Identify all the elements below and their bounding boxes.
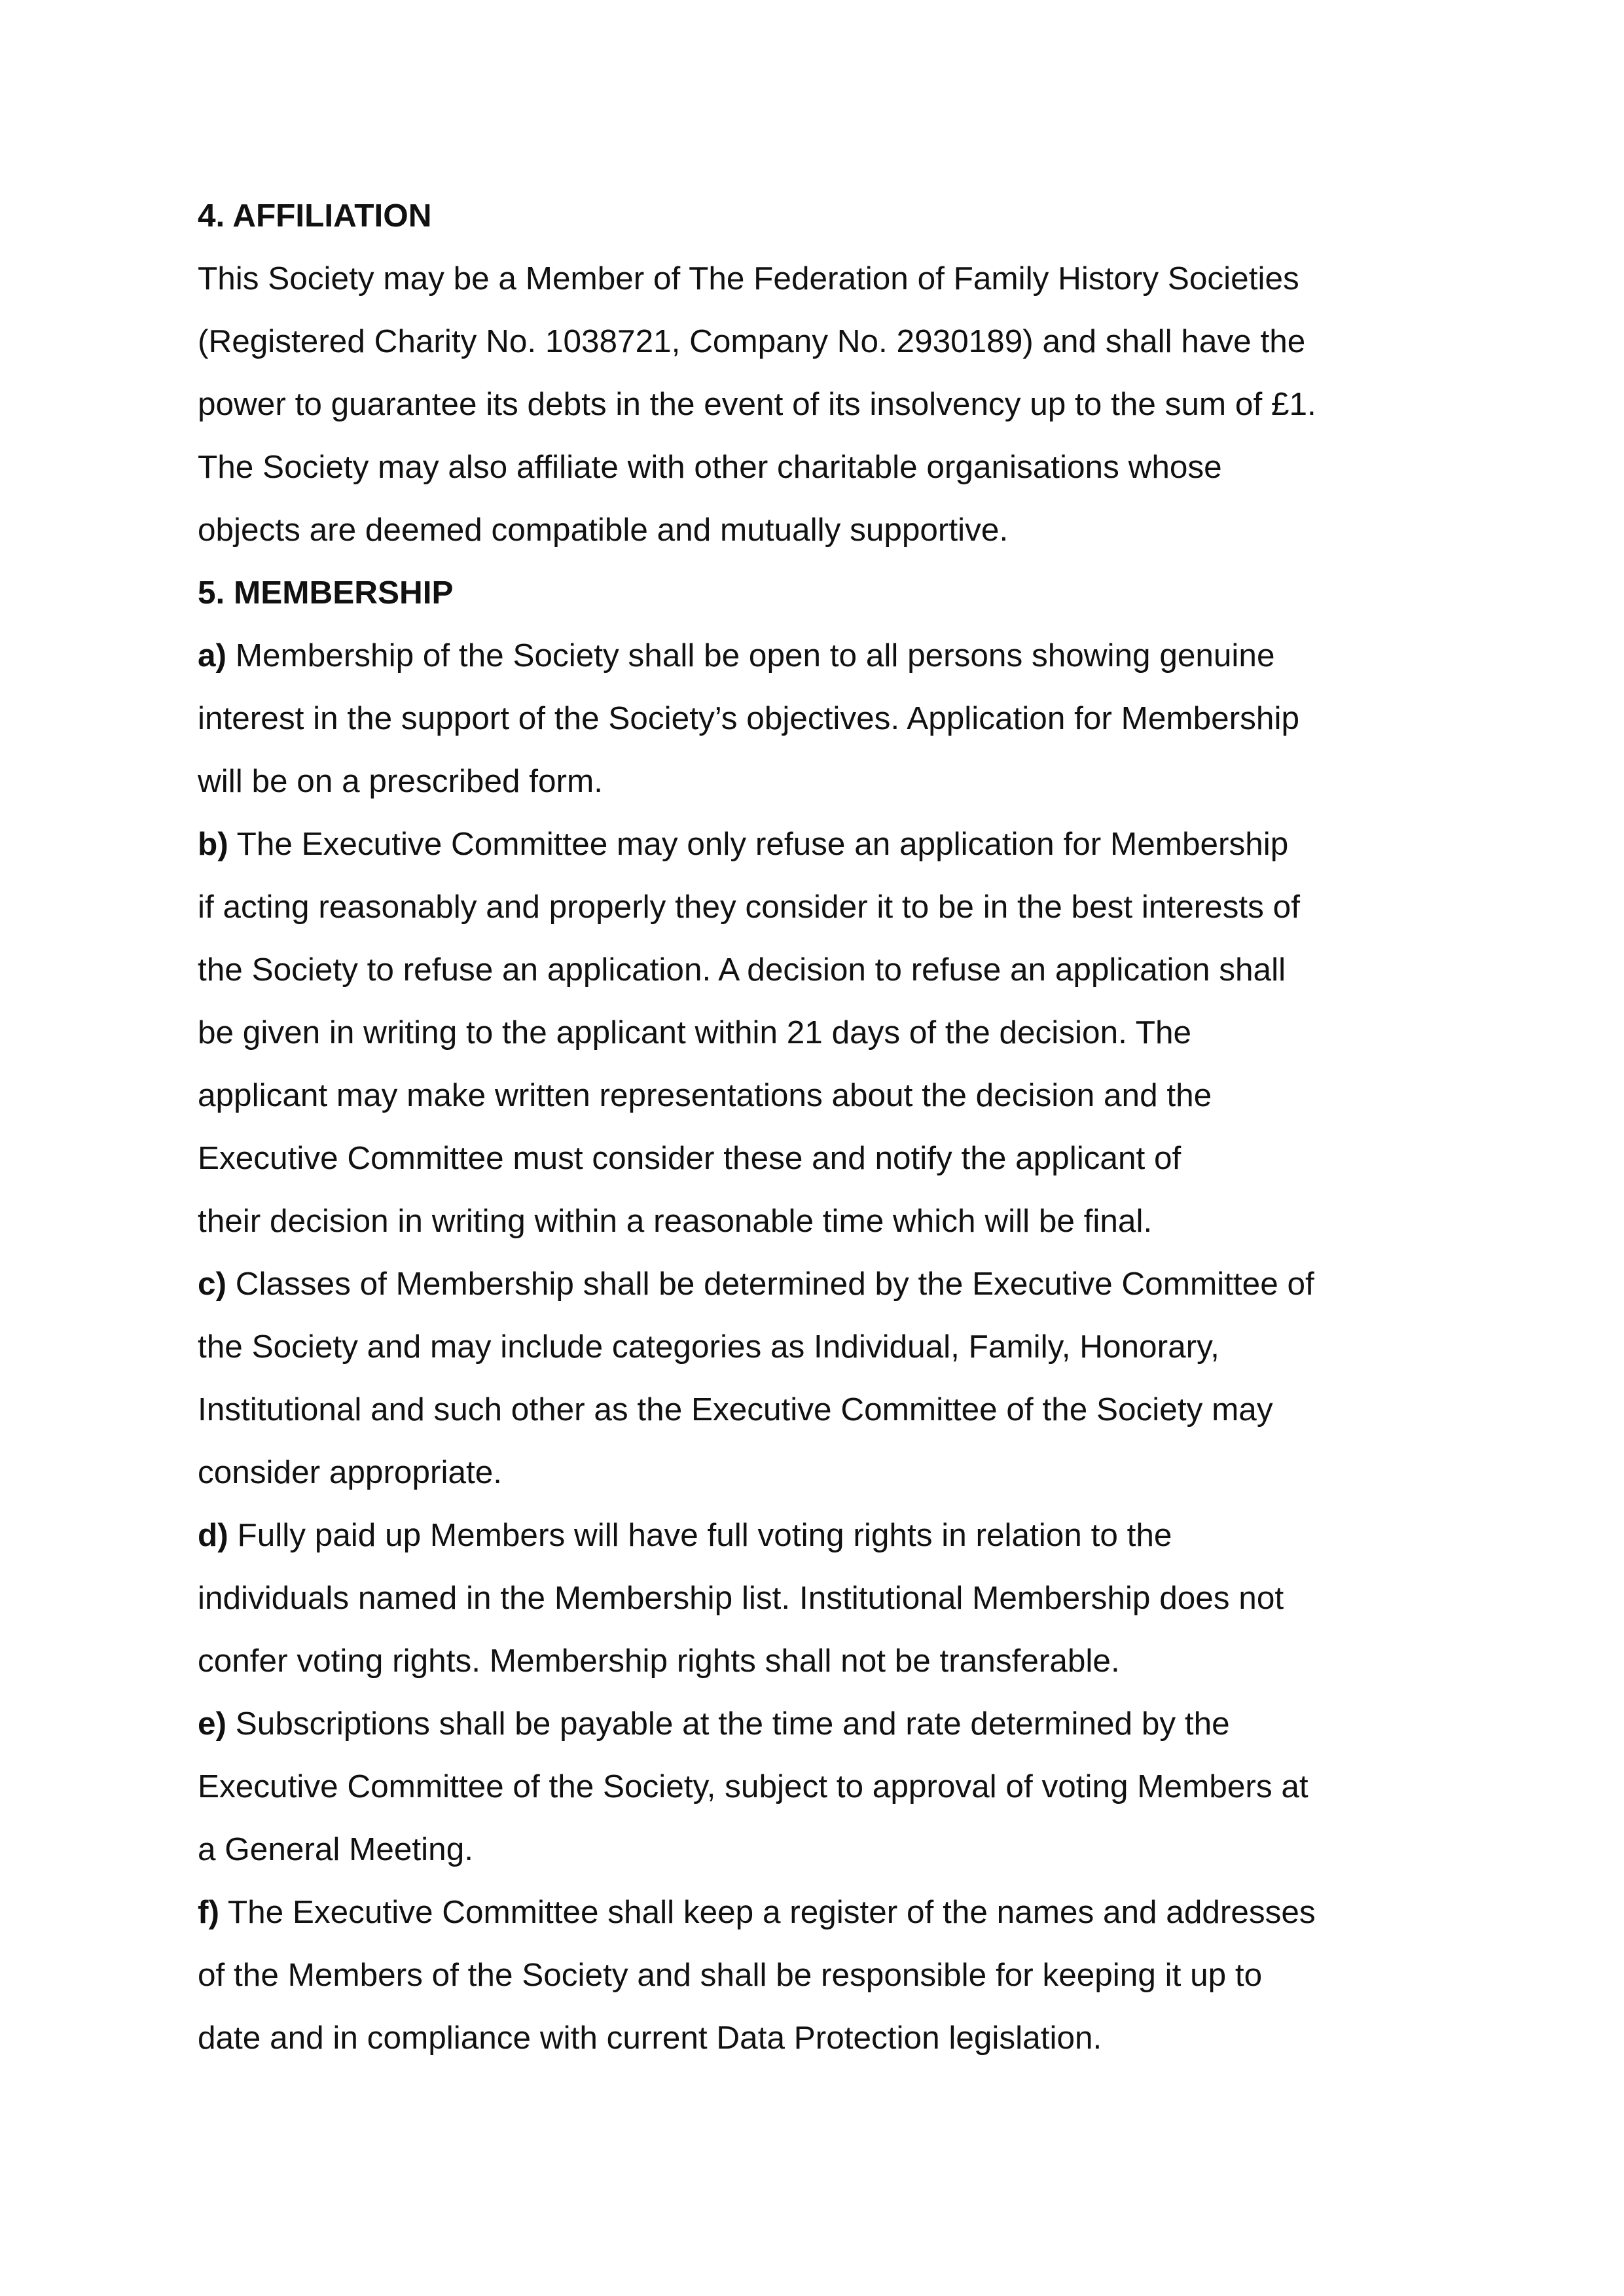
- text-line: interest in the support of the Society’s objectives. Application for Membership: [198, 700, 1299, 736]
- text-line: confer voting rights. Membership rights shall not be transferable.: [198, 1643, 1120, 1679]
- section-membership: [198, 562, 1376, 2070]
- text-line: The Society may also affiliate with other charitable organisations whose: [198, 449, 1222, 485]
- text-line: the Society to refuse an application. A decision to refuse an application shall: [198, 952, 1286, 988]
- text-line: objects are deemed compatible and mutually supportive.: [198, 512, 1009, 548]
- clause-text: Classes of Membership shall be determined by the Executive Committee of: [226, 1266, 1314, 1302]
- text-line: will be on a prescribed form.: [198, 763, 604, 799]
- clause-label: c): [198, 1266, 227, 1302]
- clause-f: [198, 1881, 1376, 2070]
- clause-text: The Executive Committee may only refuse an application for Membership: [228, 826, 1289, 862]
- clause-text: Subscriptions shall be payable at the time and rate determined by the: [226, 1706, 1230, 1742]
- section-affiliation: [198, 185, 1376, 562]
- text-line: date and in compliance with current Data Protection legislation.: [198, 2020, 1102, 2056]
- section-heading: 5. MEMBERSHIP: [198, 575, 454, 611]
- clause-text: Fully paid up Members will have full voting rights in relation to the: [228, 1517, 1172, 1553]
- text-line: [198, 1504, 1376, 1567]
- text-line: This Society may be a Member of The Federation of Family History Societies: [198, 260, 1299, 296]
- text-line: (Registered Charity No. 1038721, Company No. 2930189) and shall have the: [198, 323, 1306, 359]
- section-heading: 4. AFFILIATION: [198, 198, 432, 234]
- affiliation-paragraph: [198, 247, 1376, 562]
- clause-text: The Executive Committee shall keep a register of the names and addresses: [219, 1894, 1316, 1930]
- clause-a: [198, 624, 1376, 813]
- clause-b: [198, 813, 1376, 1253]
- clause-text: Membership of the Society shall be open to all persons showing genuine: [226, 637, 1275, 673]
- clause-label: a): [198, 637, 227, 673]
- clause-label: d): [198, 1517, 228, 1553]
- text-line: Institutional and such other as the Executive Committee of the Society may: [198, 1391, 1273, 1427]
- clause-e: [198, 1693, 1376, 1881]
- text-line: individuals named in the Membership list. Institutional Membership does not: [198, 1580, 1284, 1616]
- clause-label: b): [198, 826, 228, 862]
- text-line: the Society and may include categories as Individual, Family, Honorary,: [198, 1329, 1219, 1365]
- text-line: Executive Committee must consider these and notify the applicant of: [198, 1140, 1182, 1176]
- text-line: consider appropriate.: [198, 1454, 503, 1490]
- text-line: Executive Committee of the Society, subject to approval of voting Members at: [198, 1768, 1308, 1804]
- clause-d: [198, 1504, 1376, 1693]
- clause-label: e): [198, 1706, 227, 1742]
- text-line: [198, 1693, 1376, 1755]
- text-line: [198, 1253, 1376, 1316]
- text-line: their decision in writing within a reasonable time which will be final.: [198, 1203, 1153, 1239]
- text-line: be given in writing to the applicant within 21 days of the decision. The: [198, 1014, 1192, 1050]
- text-line: of the Members of the Society and shall be responsible for keeping it up to: [198, 1957, 1263, 1993]
- text-line: applicant may make written representations about the decision and the: [198, 1077, 1212, 1113]
- text-line: a General Meeting.: [198, 1831, 473, 1867]
- text-line: [198, 813, 1376, 876]
- document-page: [198, 185, 1376, 2070]
- clause-c: [198, 1253, 1376, 1504]
- text-line: [198, 1881, 1376, 1944]
- text-line: [198, 624, 1376, 687]
- clause-label: f): [198, 1894, 219, 1930]
- text-line: if acting reasonably and properly they consider it to be in the best interests of: [198, 889, 1300, 925]
- text-line: power to guarantee its debts in the event of its insolvency up to the sum of £1.: [198, 386, 1316, 422]
